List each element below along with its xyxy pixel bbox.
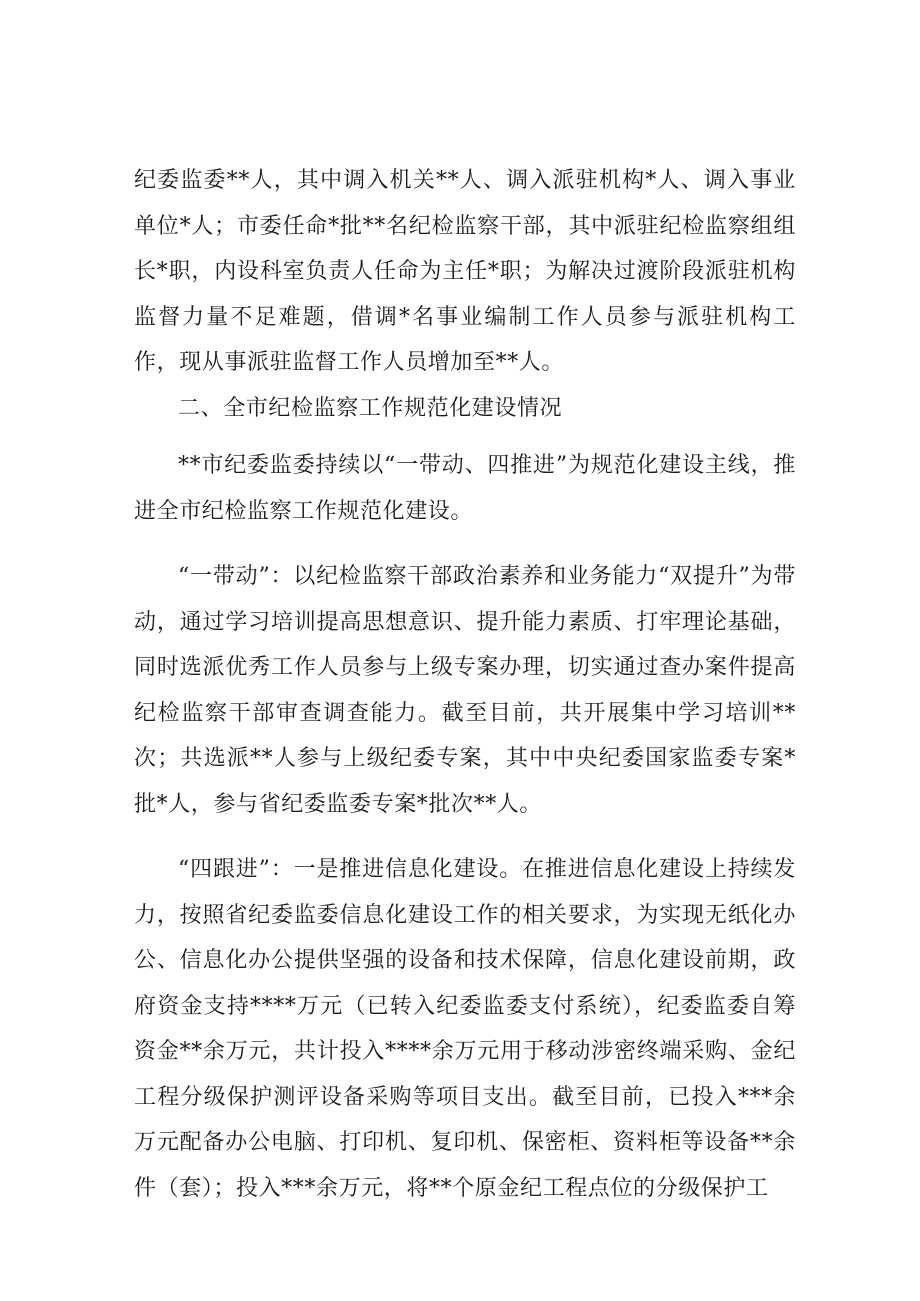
paragraph-one-drive: “一带动”：以纪检监察干部政治素养和业务能力“双提升”为带动，通过学习培训提高思想意识、提升能力素质、打牢理论基础，同时选派优秀工作人员参与上级专案办理，切实通过查办案件提高纪检监察干部审查调查能力。截至目前，共开展集中学习培训**次；共选派**人参与上级纪委专案，其中中央纪委国家监委专案*批*人，参与省纪委监委专案*批次**人。 xyxy=(134,564,796,817)
paragraph-standardization-intro: **市纪委监委持续以“一带动、四推进”为规范化建设主线，推进全市纪检监察工作规范化建设。 xyxy=(134,453,796,524)
document-body xyxy=(134,158,796,1211)
paragraph-four-follow: “四跟进”：一是推进信息化建设。在推进信息化建设上持续发力，按照省纪委监委信息化建设工作的相关要求，为实现无纸化办公、信息化办公提供坚强的设备和技术保障，信息化建设前期，政府资金支持****万元（已转入纪委监委支付系统），纪委监委自筹资金**余万元，共计投入****余万元用于移动涉密终端采购、金纪工程分级保护测评设备采购等项目支出。截至目前，已投入***余万元配备办公电脑、打印机、复印机、保密柜、资料柜等设备**余件（套）；投入***余万元，将**个原金纪工程点位的分级保护工 xyxy=(134,857,796,1201)
paragraph-staffing: 纪委监委**人，其中调入机关**人、调入派驻机构*人、调入事业单位*人；市委任命*批**名纪检监察干部，其中派驻纪检监察组组长*职，内设科室负责人任命为主任*职；为解决过渡阶段派驻机构监督力量不足难题，借调*名事业编制工作人员参与派驻机构工作，现从事派驻监督工作人员增加至**人。 xyxy=(134,168,796,375)
section-heading-2: 二、全市纪检监察工作规范化建设情况 xyxy=(178,395,563,421)
